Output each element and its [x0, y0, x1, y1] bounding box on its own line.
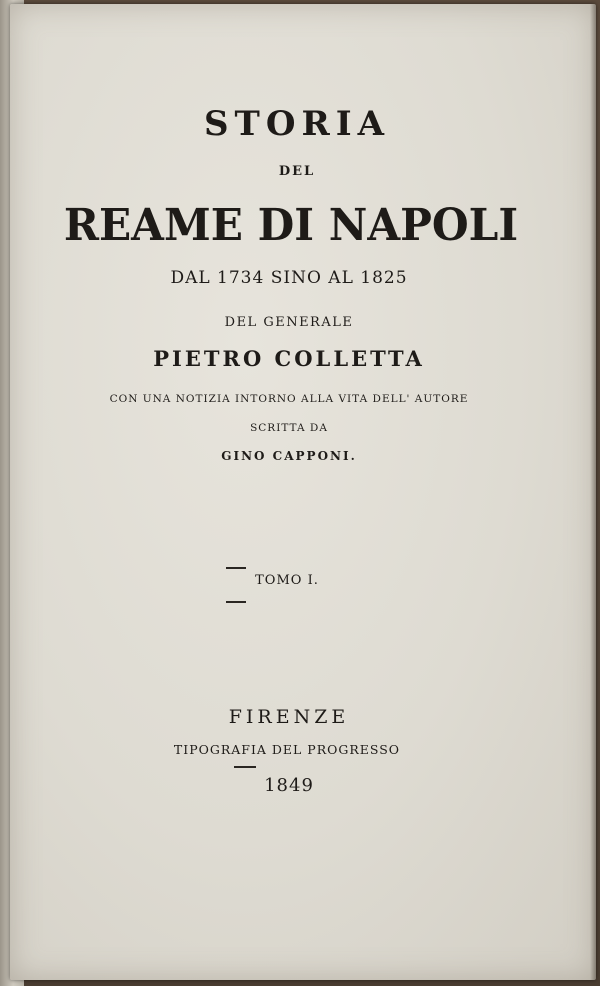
- date-range: DAL 1734 SINO AL 1825: [170, 268, 408, 288]
- volume-rule-bottom: [226, 601, 246, 603]
- volume-rule-top: [226, 567, 246, 569]
- notice-author: GINO CAPPONI.: [221, 449, 357, 463]
- volume-label: TOMO I.: [255, 573, 319, 588]
- imprint-publisher: TIPOGRAFIA DEL PROGRESSO: [173, 742, 401, 757]
- imprint-rule: [234, 766, 256, 768]
- author-intro: DEL GENERALE: [224, 315, 354, 330]
- imprint-year: 1849: [264, 775, 314, 796]
- title-del: DEL: [278, 164, 316, 179]
- author-name: PIETRO COLLETTA: [153, 346, 425, 371]
- title-reame-di-napoli: REAME DI NAPOLI: [63, 200, 519, 251]
- biography-notice: CON UNA NOTIZIA INTORNO ALLA VITA DELL' AUTORE: [109, 393, 469, 405]
- imprint-city: FIRENZE: [228, 706, 350, 728]
- written-by: SCRITTA DA: [250, 422, 328, 434]
- title-storia: STORIA: [203, 104, 390, 144]
- title-page: [10, 4, 596, 980]
